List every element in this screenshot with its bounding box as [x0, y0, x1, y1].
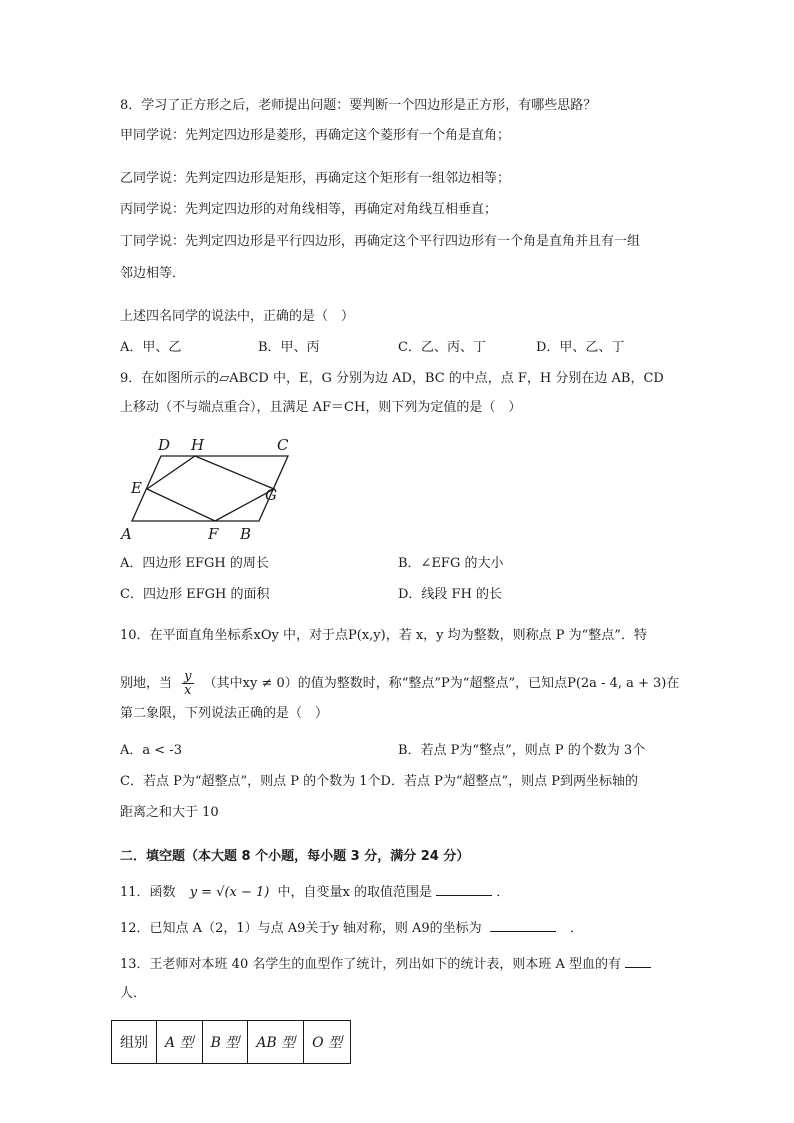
q8-stem: 8．学习了正方形之后，老师提出问题：要判断一个四边形是正方形，有哪些思路？: [120, 98, 597, 113]
q13-line1: [120, 955, 651, 974]
q11-suffix: 中，自变量x 的取值范围是: [277, 885, 432, 900]
q8-question: 上述四名同学的说法中，正确的是（ ）: [120, 309, 355, 324]
label-a: A: [121, 525, 132, 543]
table-header-cell: O 型: [304, 1021, 351, 1064]
table-header-cell: AB 型: [248, 1021, 304, 1064]
q10-option-b: B．若点 P为“整点”，则点 P 的个数为 3个: [398, 743, 646, 758]
q10-option-a: A．a < -3: [120, 743, 182, 758]
blood-type-table: [111, 1020, 351, 1064]
q12-text: 12．已知点 A（2，1）与点 A9关于y 轴对称，则 A9的坐标为: [120, 921, 482, 936]
q8-statement-ding-line2: 邻边相等．: [120, 266, 186, 281]
label-c: C: [277, 436, 289, 454]
q8-statement-ding-line1: 丁同学说：先判定四边形是平行四边形，再确定这个平行四边形有一个角是直角并且有一组: [120, 234, 641, 249]
label-e: E: [131, 479, 142, 497]
q10-fraction-numerator: y: [184, 669, 192, 684]
table-header-row: [112, 1021, 351, 1064]
q8-option-c: C．乙、丙、丁: [398, 340, 486, 355]
q13-text: 13．王老师对本班 40 名学生的血型作了统计，列出如下的统计表，则本班 A 型血的有: [120, 957, 622, 972]
q12-line: [120, 919, 583, 938]
label-d: D: [158, 436, 171, 454]
q11-line: [120, 883, 509, 902]
q8-option-a: A．甲、乙: [120, 340, 182, 355]
table-header-cell: 组别: [112, 1021, 157, 1064]
q9-stem-line2: 上移动（不与端点重合），且满足 AF＝CH，则下列为定值的是（ ）: [120, 400, 522, 415]
label-h: H: [191, 436, 205, 454]
q8-option-d: D．甲、乙、丁: [536, 340, 625, 355]
q10-line2-suffix: （其中xy ≠ 0）的值为整数时，称“整点”P为“超整点”，已知点P(2a - 4, a + 3)在: [203, 676, 680, 691]
q10-option-d-line2: 距离之和大于 10: [120, 805, 219, 820]
label-g: G: [265, 486, 277, 504]
q9-option-a: A．四边形 EFGH 的周长: [120, 556, 269, 571]
q11-formula: y = √(x − 1): [189, 885, 270, 900]
q10-stem-line2: [120, 670, 679, 697]
q8-statement-yi: 乙同学说：先判定四边形是矩形，再确定这个矩形有一组邻边相等；: [120, 171, 511, 186]
q10-fraction: [182, 670, 193, 697]
label-f: F: [208, 525, 219, 543]
q11-prefix: 11．函数: [120, 885, 176, 900]
q9-option-d: D．线段 FH 的长: [398, 587, 503, 602]
table-header-cell: A 型: [157, 1021, 203, 1064]
section-fill-blank-title: 二．填空题（本大题 8 个小题，每小题 3 分，满分 24 分）: [120, 849, 470, 864]
q10-option-cd-line: C．若点 P为“超整点”，则点 P 的个数为 1个D．若点 P为“超整点”，则点 P到两坐标轴的: [120, 774, 639, 789]
q9-stem-line1: 9．在如图所示的▱ABCD 中，E，G 分别为边 AD，BC 的中点，点 F，H 分别在边 AB，CD: [120, 371, 664, 386]
q11-answer-blank: [436, 883, 492, 896]
q8-option-b: B．甲、丙: [258, 340, 320, 355]
q13-answer-blank: [625, 955, 651, 968]
q9-option-b: B．∠EFG 的大小: [398, 556, 504, 571]
quadrilateral-efgh: [147, 456, 274, 521]
table-header-cell: B 型: [202, 1021, 248, 1064]
q12-answer-blank: [490, 919, 556, 932]
q9-option-c: C．四边形 EFGH 的面积: [120, 587, 270, 602]
q12-end: ．: [569, 921, 583, 936]
q10-stem-line3: 第二象限，下列说法正确的是（ ）: [120, 706, 329, 721]
q13-line2: 人．: [120, 986, 147, 1001]
q8-statement-jia: 甲同学说：先判定四边形是菱形，再确定这个菱形有一个角是直角；: [120, 128, 511, 143]
label-b: B: [240, 525, 252, 543]
q10-fraction-denominator: x: [184, 683, 192, 698]
parallelogram-figure: [115, 432, 305, 544]
q10-line2-prefix: 别地，当: [120, 676, 173, 691]
q10-stem-line1: 10．在平面直角坐标系xOy 中，对于点P(x,y)，若 x，y 均为整数，则称点 P 为“整点”．特: [120, 628, 647, 643]
q11-end: ．: [496, 885, 510, 900]
q8-statement-bing: 丙同学说：先判定四边形的对角线相等，再确定对角线互相垂直；: [120, 202, 498, 217]
